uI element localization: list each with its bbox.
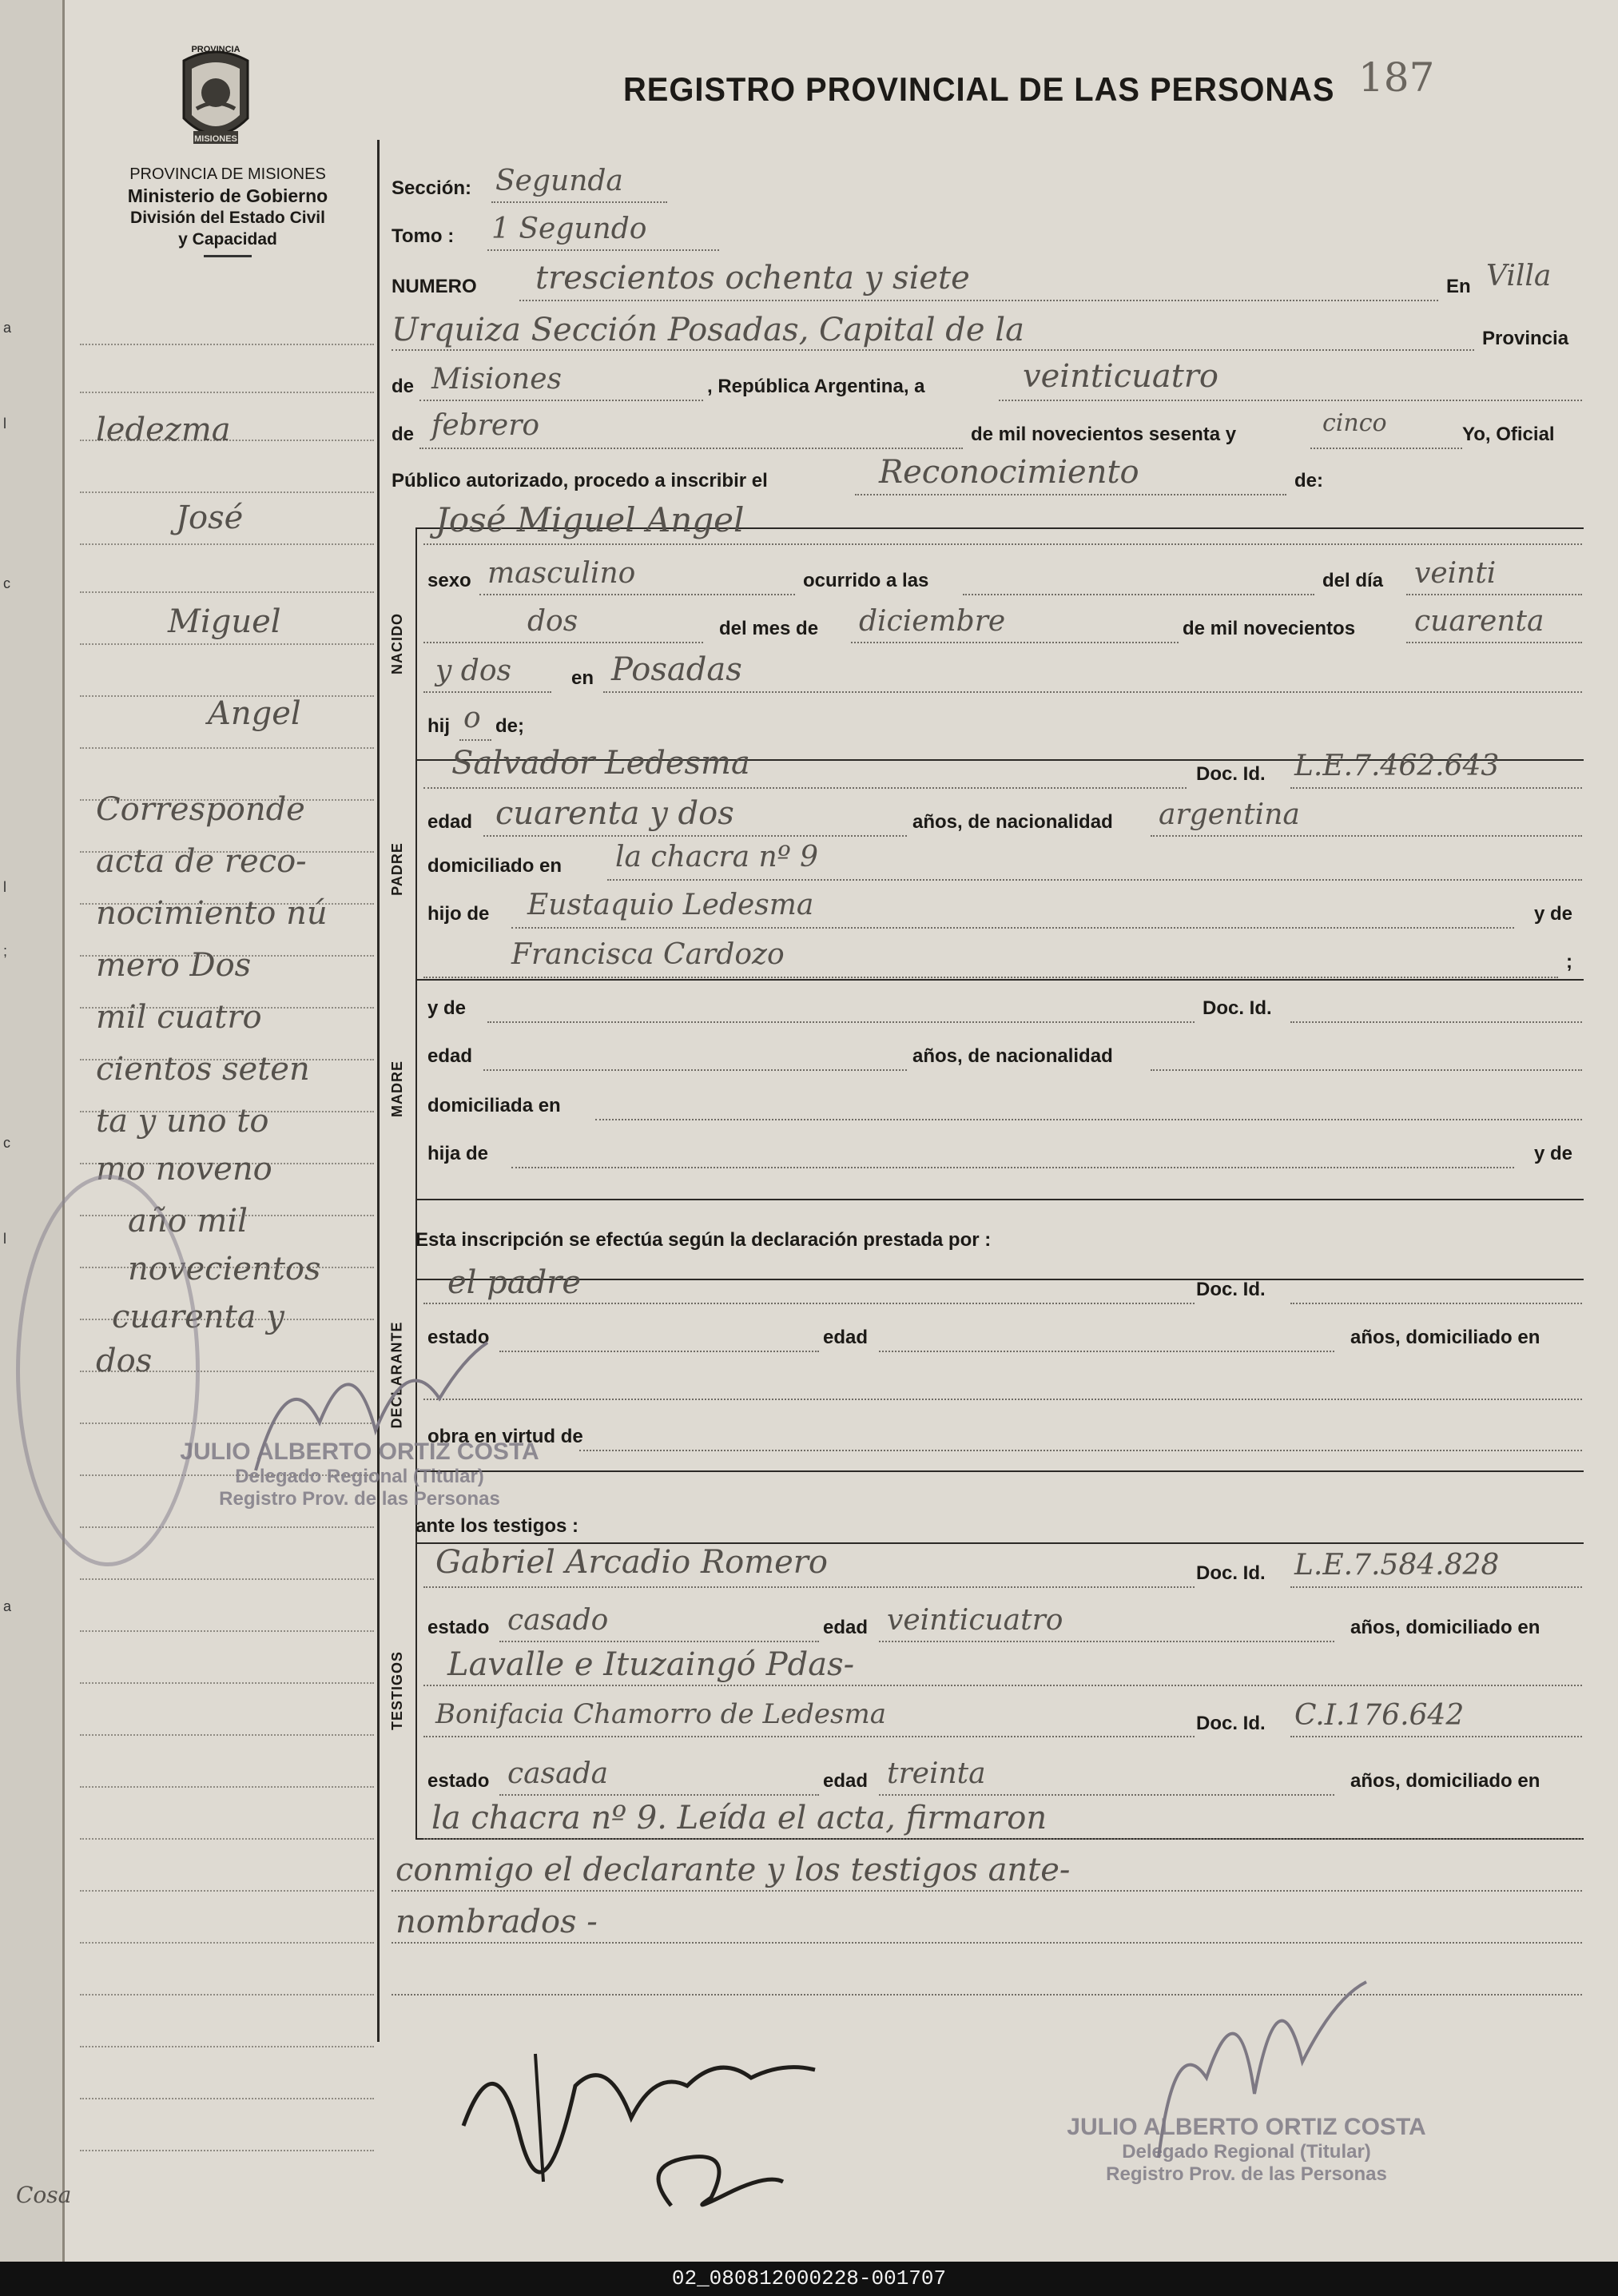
padre-padre-value: Eustaquio Ledesma [527,889,814,921]
margin-note: ledezma [96,412,231,448]
testigo2-estado-label: estado [427,1770,490,1792]
seccion-value: Segunda [495,165,623,197]
testigo2-edad-value: treinta [887,1757,986,1790]
ocurrido-label: ocurrido a las [803,570,929,591]
publico-label: Público autorizado, procedo a inscribir el [392,470,768,491]
binding-letter: l [3,879,6,895]
margin-note: cientos seten [96,1051,310,1088]
padre-doc-value: L.E.7.462.643 [1294,750,1500,782]
acto-value: Reconocimiento [879,454,1139,491]
margin-note: mero Dos [96,947,252,984]
closing-line-1: la chacra nº 9. Leída el acta, firmaron [431,1800,1048,1836]
margin-note: mo noveno [96,1151,272,1188]
section-testigos: TESTIGOS [388,1650,405,1730]
testigo1-edad-label: edad [823,1617,869,1638]
declarant-signature [447,2006,863,2214]
obra-label: obra en virtud de [427,1426,583,1447]
testigo2-dom-label: años, domiciliado en [1350,1770,1540,1792]
testigo2-nombre-value: Bonifacia Chamorro de Ledesma [435,1698,886,1730]
margin-note: Corresponde [96,791,305,828]
numero-value: trescientos ochenta y siete [535,260,970,296]
office-capacity: y Capacidad [178,230,277,249]
office-divider [204,255,252,257]
dia-value-b: dos [527,605,578,638]
sexo-label: sexo [427,570,471,591]
binding-letter: c [3,1135,10,1151]
numero-label: NUMERO [392,276,477,297]
binding-letter: c [3,575,10,591]
hijo-label: hij [427,715,450,737]
place-line-value: Urquiza Sección Posadas, Capital de la [392,312,1024,348]
year-label: de mil novecientos sesenta y [971,424,1237,445]
page-title: REGISTRO PROVINCIAL DE LAS PERSONAS [623,70,1335,108]
padre-madre-value: Francisca Cardozo [511,938,785,971]
seccion-label: Sección: [392,177,472,199]
madre-edad-label: edad [427,1045,473,1067]
closing-line-3: nombrados - [396,1904,598,1940]
mil-label: de mil novecientos [1183,618,1356,639]
stamp-bottom-line2: Delegado Regional (Titular) [1122,2141,1371,2163]
section-padre: PADRE [388,842,405,896]
testigo2-edad-label: edad [823,1770,869,1792]
provincia-value: Misiones [431,363,563,396]
padre-doc-label: Doc. Id. [1196,763,1266,785]
section-madre: MADRE [388,1060,405,1117]
provincia-label: Provincia [1482,328,1569,349]
testigo1-doc-label: Doc. Id. [1196,1562,1266,1584]
anio-value-b: y dos [435,655,511,687]
testigo1-edad-value: veinticuatro [887,1604,1063,1637]
margin-note: cuarenta y [112,1299,284,1335]
day-value: veinticuatro [1023,358,1218,395]
padre-nombre-value: Salvador Ledesma [451,745,750,782]
testigo1-doc-value: L.E.7.584.828 [1294,1549,1500,1582]
office-division: División del Estado Civil [130,209,325,227]
padre-nac-label: años, de nacionalidad [912,811,1113,833]
hijo-de-label: de; [495,715,524,737]
testigo1-dom-label: años, domiciliado en [1350,1617,1540,1638]
mes-label: del mes de [719,618,819,639]
padre-y-de-label: y de [1534,903,1573,925]
madre-nac-label: años, de nacionalidad [912,1045,1113,1067]
declarante-nombre-value: el padre [447,1264,582,1301]
padre-dom-value: la chacra nº 9 [615,841,818,873]
anio-value-a: cuarenta [1414,605,1544,638]
stamp-top-line2: Delegado Regional (Titular) [235,1466,484,1487]
margin-note: novecientos [128,1251,321,1287]
testigo2-doc-value: C.I.176.642 [1294,1699,1465,1732]
tomo-label: Tomo : [392,225,455,247]
lugar-value: Posadas [611,651,742,688]
binding-letter: a [3,320,12,336]
testigo1-estado-label: estado [427,1617,490,1638]
margin-note: Angel [208,695,301,732]
section-declarante: DECLARANTE [388,1321,405,1428]
binding-letter: l [3,1231,6,1247]
margin-note: año mil [128,1203,248,1240]
madre-y-de2-label: y de [1534,1143,1573,1164]
crest-bottom-label: MISIONES [194,134,237,144]
declarante-edad-label: edad [823,1327,869,1348]
declaracion-label: Esta inscripción se efectúa según la declaración prestada por : [415,1229,992,1251]
del-dia-label: del día [1322,570,1384,591]
month-value: febrero [431,409,540,442]
margin-note: nocimiento nú [96,895,328,932]
section-nacido: NACIDO [388,612,405,674]
image-code-footer: 02_080812000228-001707 [0,2262,1618,2296]
margin-note: Cosa [16,2182,72,2208]
hijo-value: o [463,702,481,734]
de2-label: de [392,424,415,445]
official-signature [1143,1934,1398,2174]
crest-top-label: PROVINCIA [191,45,241,54]
madre-doc-label: Doc. Id. [1203,997,1272,1019]
issuing-office [76,164,380,257]
office-ministry: Ministerio de Gobierno [127,185,328,206]
padre-edad-label: edad [427,811,473,833]
testigo2-doc-label: Doc. Id. [1196,1713,1266,1734]
binding-letter: ; [3,943,8,959]
madre-hija-de-label: hija de [427,1143,489,1164]
padre-edad-value: cuarenta y dos [495,795,734,832]
de-label: de [392,376,415,397]
testigo1-dom-value: Lavalle e Ituzaingó Pdas- [447,1646,855,1683]
testigo1-estado-value: casado [507,1604,609,1637]
nombre-value: José Miguel Angel [435,500,745,539]
stamp-top-name: JULIO ALBERTO ORTIZ COSTA [180,1438,539,1465]
padre-nac-value: argentina [1159,798,1300,831]
mes-value: diciembre [859,605,1006,638]
closing-line-2: conmigo el declarante y los testigos ante- [396,1852,1071,1888]
en-value: Villa [1486,260,1552,292]
margin-note: José [176,499,244,536]
stamp-bottom-name: JULIO ALBERTO ORTIZ COSTA [1067,2114,1426,2140]
de3-label: de: [1294,470,1323,491]
en-label: En [1446,276,1471,297]
stamp-bottom-line3: Registro Prov. de las Personas [1106,2163,1387,2185]
madre-dom-label: domiciliada en [427,1095,561,1116]
dia-value-a: veinti [1414,557,1497,590]
declarante-estado-label: estado [427,1327,490,1348]
folio-number: 187 [1358,54,1435,101]
stamp-top-line3: Registro Prov. de las Personas [219,1488,500,1510]
sexo-value: masculino [487,557,636,590]
section-rule [415,527,417,1838]
madre-y-de-label: y de [427,997,467,1019]
margin-note: dos [96,1343,153,1379]
tomo-value: 1 Segundo [491,213,647,245]
padre-dom-label: domiciliado en [427,855,563,877]
binding-letter: a [3,1598,12,1614]
republica-label: , República Argentina, a [707,376,925,397]
margin-note: Miguel [168,603,281,640]
testigo2-estado-value: casada [507,1757,609,1790]
oficial-label: Yo, Oficial [1462,424,1555,445]
margin-signature [240,1311,495,1494]
margin-note: ta y uno to [96,1103,269,1140]
binding-letter: l [3,416,6,432]
testigo1-nombre-value: Gabriel Arcadio Romero [435,1544,828,1581]
declarante-doc-label: Doc. Id. [1196,1279,1266,1300]
padre-hijo-de-label: hijo de [427,903,490,925]
office-province: PROVINCIA DE MISIONES [129,165,326,183]
page-binding [0,0,65,2262]
margin-note: acta de reco- [96,843,307,880]
declarante-dom-label: años, domiciliado en [1350,1327,1540,1348]
en-nacido-label: en [571,667,594,689]
margin-note: mil cuatro [96,999,262,1036]
ante-testigos-label: ante los testigos : [415,1515,579,1537]
year-value: cinco [1322,409,1387,437]
padre-semicolon: ; [1566,951,1572,973]
